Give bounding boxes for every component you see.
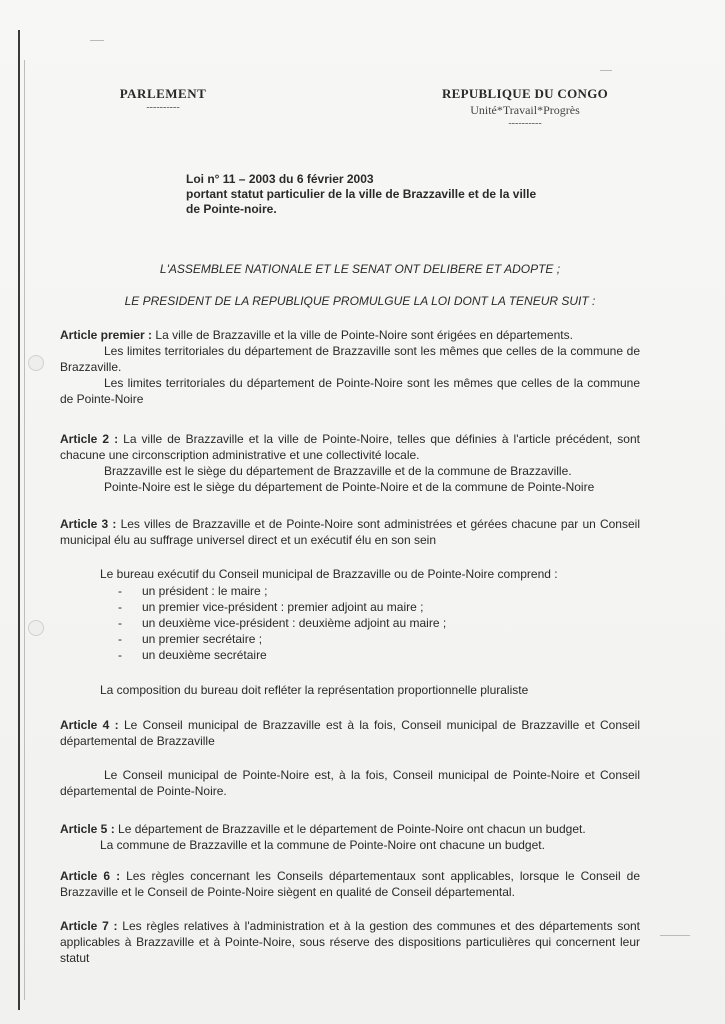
article-5-text: Le département de Brazzaville et le département de Pointe-Noire ont chacun un budget. <box>118 822 586 836</box>
article-6 <box>60 868 640 900</box>
law-title-line1: Loi n° 11 – 2003 du 6 février 2003 <box>186 172 374 186</box>
article-5-p2: La commune de Brazzaville et la commune de Pointe-Noire ont chacune un budget. <box>100 838 545 852</box>
article-1-text: La ville de Brazzaville et la ville de Pointe-Noire sont érigées en départements. <box>155 328 573 342</box>
list-item: - un deuxième secrétaire <box>118 648 267 662</box>
article-1-p3: Les limites territoriales du département de Pointe-Noire sont les mêmes que celles de la commune de Pointe-Noire <box>60 376 640 406</box>
article-3-p2: Le bureau exécutif du Conseil municipal de Brazzaville ou de Pointe-Noire comprend : <box>100 567 558 581</box>
preamble-president: LE PRESIDENT DE LA REPUBLIQUE PROMULGUE LA LOI DONT LA TENEUR SUIT : <box>124 294 596 308</box>
article-5-label: Article 5 : <box>60 822 115 836</box>
article-2-label: Article 2 : <box>60 432 119 446</box>
article-2-p3: Pointe-Noire est le siège du département de Pointe-Noire et de la commune de Pointe-Noire <box>104 480 595 494</box>
article-6-text: Les règles concernant les Conseils départementaux sont applicables, lorsque le Conseil de Brazzaville et le Conseil de Pointe-Noire siègent en qualité de Conseil départemental. <box>60 869 640 899</box>
article-3-p3: La composition du bureau doit refléter la représentation proportionnelle pluraliste <box>100 683 529 697</box>
article-2 <box>60 431 640 495</box>
parlement-title: PARLEMENT <box>119 86 207 101</box>
preamble-assembly: L'ASSEMBLEE NATIONALE ET LE SENAT ONT DELIBERE ET ADOPTE ; <box>159 262 561 276</box>
national-motto: Unité*Travail*Progrès <box>470 103 580 117</box>
header-right <box>430 86 620 129</box>
article-1 <box>60 327 640 407</box>
article-7 <box>60 918 640 966</box>
binding-edge <box>18 30 20 1010</box>
right-divider: ---------- <box>508 118 542 129</box>
punch-hole <box>28 620 44 636</box>
law-title-line3: de Pointe-noire. <box>186 202 277 216</box>
article-4-label: Article 4 : <box>60 718 119 732</box>
scan-speck <box>660 935 690 936</box>
article-1-label: Article premier : <box>60 328 153 342</box>
article-6-label: Article 6 : <box>60 869 121 883</box>
list-item: - un premier secrétaire ; <box>118 632 263 646</box>
article-4 <box>60 717 640 749</box>
header-left <box>103 86 223 113</box>
article-2-text: La ville de Brazzaville et la ville de Pointe-Noire, telles que définies à l'article précédent, sont chacune une circonscription administrative et une collectivité locale. <box>60 432 640 462</box>
list-item: - un président : le maire ; <box>118 584 268 598</box>
article-2-p2: Brazzaville est le siège du département de Brazzaville et de la commune de Brazzaville. <box>104 464 572 478</box>
list-item: - un premier vice-président : premier adjoint au maire ; <box>118 600 424 614</box>
law-title <box>186 172 566 217</box>
scan-speck <box>90 40 104 41</box>
article-4-p2: Le Conseil municipal de Pointe-Noire est, à la fois, Conseil municipal de Pointe-Noire et Conseil départemental de Pointe-Noire. <box>60 768 640 798</box>
republic-title: REPUBLIQUE DU CONGO <box>441 86 609 101</box>
article-3-text: Les villes de Brazzaville et de Pointe-Noire sont administrées et gérées chacune par un Conseil municipal élu au suffrage universel direct et un exécutif élu en son sein <box>60 517 640 547</box>
bureau-list <box>118 583 518 663</box>
article-4-text: Le Conseil municipal de Brazzaville est à la fois, Conseil municipal de Brazzaville et Conseil départemental de Brazzaville <box>60 718 640 748</box>
article-3 <box>60 516 640 548</box>
list-item: - un deuxième vice-président : deuxième adjoint au maire ; <box>118 616 447 630</box>
punch-hole <box>28 355 44 371</box>
article-5 <box>60 821 640 853</box>
left-divider: ---------- <box>146 102 180 113</box>
binding-shadow <box>24 60 25 1000</box>
article-3-label: Article 3 : <box>60 517 117 531</box>
article-7-label: Article 7 : <box>60 919 118 933</box>
article-7-text: Les règles relatives à l'administration et à la gestion des communes et des départements sont applicables à Brazzaville et à Pointe-Noire, sous réserve des dispositions particulières qui concernent leur statut <box>60 919 641 965</box>
article-1-p2: Les limites territoriales du département de Brazzaville sont les mêmes que celles de la commune de Brazzaville. <box>60 344 640 374</box>
law-title-line2: portant statut particulier de la ville de Brazzaville et de la ville <box>186 187 537 201</box>
scan-speck <box>600 70 612 71</box>
